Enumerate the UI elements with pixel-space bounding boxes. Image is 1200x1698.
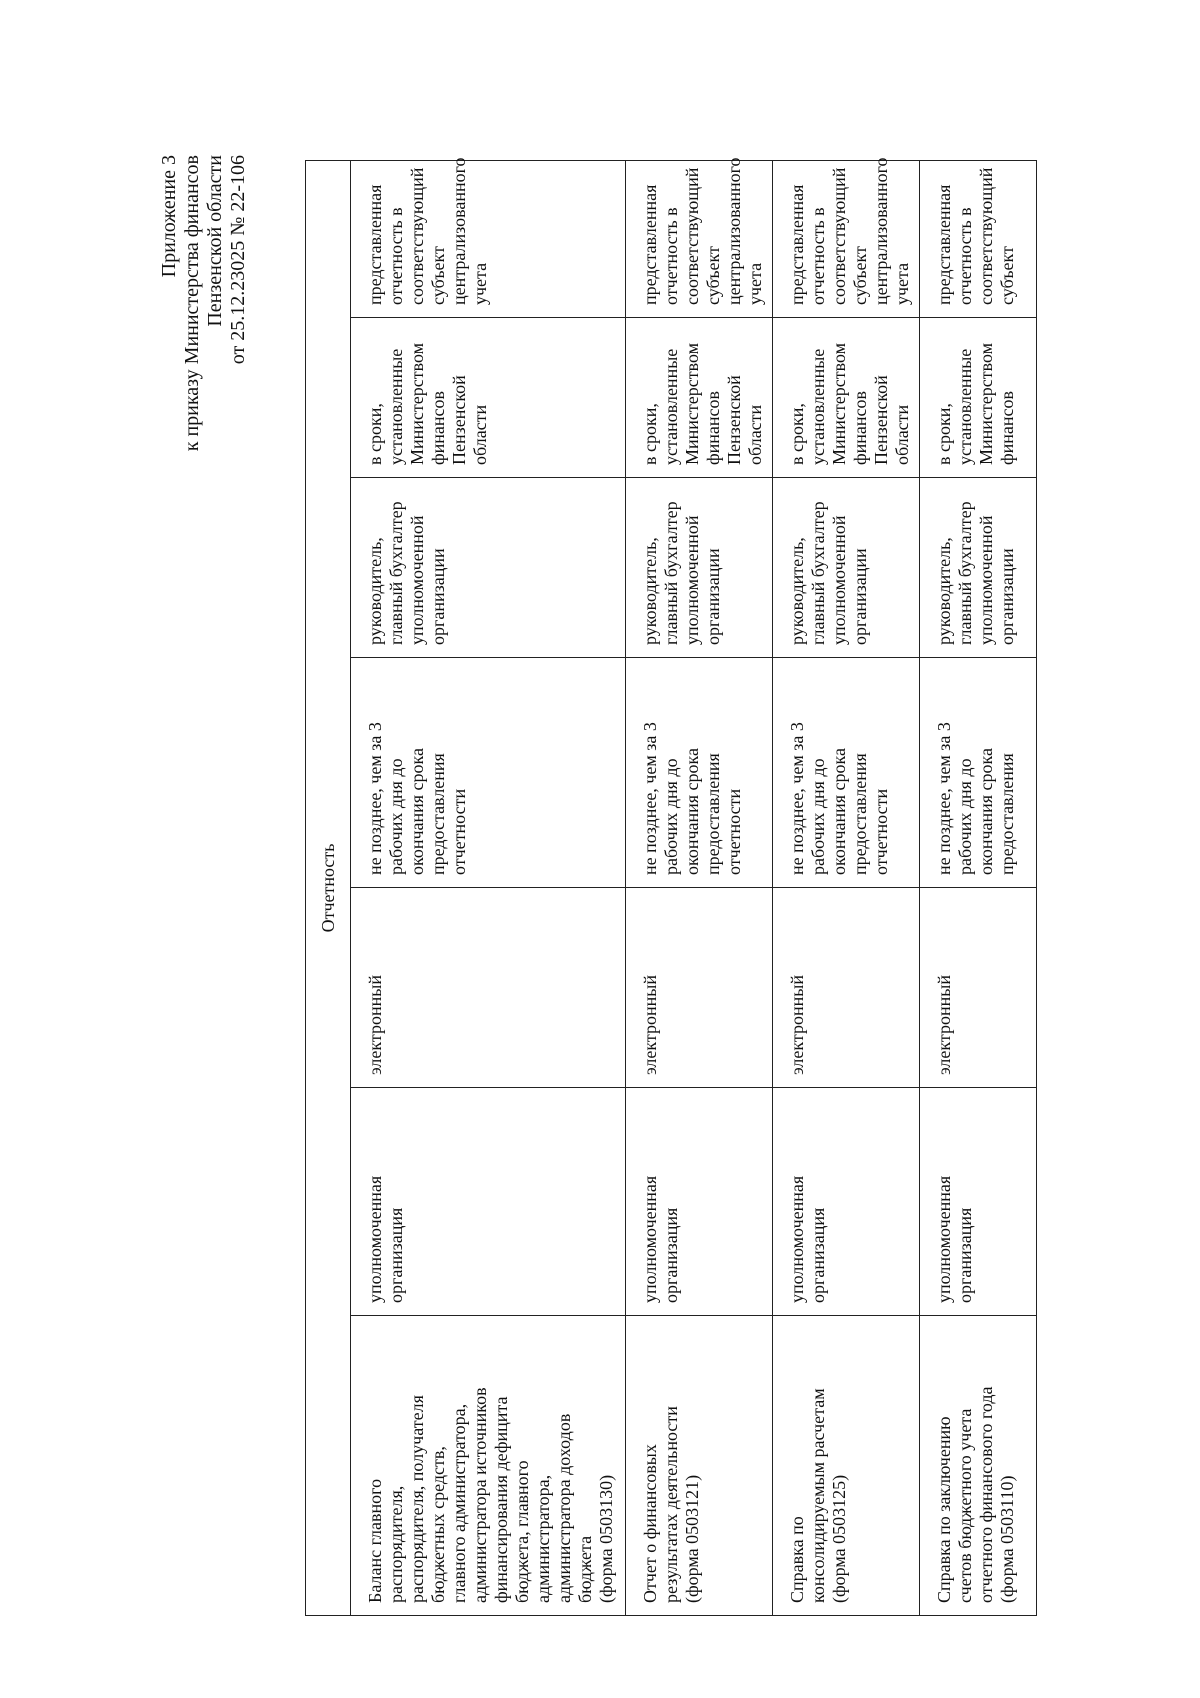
cell-line: области: [470, 404, 490, 465]
cell-line: рабочих дня до: [661, 758, 681, 875]
cell-line: представленная: [365, 184, 385, 305]
appendix-line: от 25.12.23025 № 22-106: [227, 155, 249, 365]
document-name-cell: [920, 1316, 1037, 1616]
cell-line: организация: [661, 1207, 681, 1303]
cell-line: Пензенской: [724, 375, 744, 465]
cell-line: не позднее, чем за 3: [787, 722, 807, 875]
cell-line: в сроки,: [640, 403, 660, 465]
signers-cell: [626, 478, 773, 658]
signers-cell: [920, 478, 1037, 658]
creator-cell: [351, 1088, 626, 1316]
cell-line: главный бухгалтер: [386, 501, 406, 645]
appendix-line: к приказу Министерства финансов: [181, 155, 203, 452]
cell-line: отчетность в: [808, 207, 828, 305]
cell-line: окончания срока: [682, 747, 702, 875]
cell-line: соответствующий: [976, 167, 996, 305]
cell-line: учета: [745, 262, 765, 305]
cell-line: отчетного финансового года: [976, 1386, 996, 1603]
cell-line: предоставления: [997, 753, 1017, 875]
cell-line: Министерством: [407, 342, 427, 465]
table-row: [920, 160, 1037, 1615]
creator-cell: [773, 1088, 920, 1316]
cell-line: рабочих дня до: [955, 758, 975, 875]
cell-line: окончания срока: [829, 747, 849, 875]
format-cell: [626, 888, 773, 1088]
cell-line: уполномоченной: [407, 515, 427, 645]
cell-line: организация: [386, 1207, 406, 1303]
cell-line: финансирования дефицита: [491, 1396, 511, 1603]
cell-line: установленные: [955, 348, 975, 465]
cell-line: Министерством: [829, 342, 849, 465]
cell-line: счетов бюджетного учета: [955, 1408, 975, 1603]
creator-cell: [920, 1088, 1037, 1316]
submission-deadline-cell: [351, 318, 626, 478]
cell-line: в сроки,: [934, 403, 954, 465]
cell-line: уполномоченная: [787, 1175, 807, 1303]
submission-deadline-cell: [920, 318, 1037, 478]
recipient-cell: [351, 157, 626, 317]
section-title: Отчетность: [306, 160, 351, 1615]
cell-line: установленные: [661, 348, 681, 465]
cell-line: не позднее, чем за 3: [365, 722, 385, 875]
cell-line: финансов: [997, 390, 1017, 465]
table-row: [626, 160, 773, 1615]
cell-line: (форма 0503125): [829, 1474, 849, 1603]
cell-line: организации: [997, 548, 1017, 645]
cell-line: представленная: [934, 184, 954, 305]
cell-line: учета: [470, 262, 490, 305]
cell-line: организации: [703, 548, 723, 645]
cell-line: распорядителя, получателя: [407, 1395, 427, 1603]
cell-line: представленная: [640, 184, 660, 305]
cell-line: главного администратора,: [449, 1403, 469, 1603]
cell-line: Министерством: [976, 342, 996, 465]
cell-line: области: [892, 404, 912, 465]
cell-line: организация: [808, 1207, 828, 1303]
cell-line: Справка по заключению: [934, 1416, 954, 1603]
cell-line: установленные: [386, 348, 406, 465]
recipient-cell: [773, 157, 920, 317]
cell-line: финансов: [703, 390, 723, 465]
cell-line: финансов: [850, 390, 870, 465]
cell-line: соответствующий: [829, 167, 849, 305]
deadline-cell: [626, 658, 773, 888]
cell-line: отчетность в: [386, 207, 406, 305]
cell-line: электронный: [365, 975, 385, 1075]
cell-line: главный бухгалтер: [661, 501, 681, 645]
cell-line: субъект: [428, 246, 448, 305]
cell-line: в сроки,: [365, 403, 385, 465]
cell-line: консолидируемым расчетам: [808, 1388, 828, 1603]
cell-line: бюджетных средств,: [428, 1446, 448, 1603]
appendix-line: Пензенской области: [204, 155, 226, 327]
cell-line: Отчет о финансовых: [640, 1444, 660, 1603]
cell-line: (форма 0503121): [682, 1474, 702, 1603]
recipient-cell: [626, 157, 773, 317]
cell-line: в сроки,: [787, 403, 807, 465]
document-name-cell: [351, 1316, 626, 1616]
cell-line: уполномоченная: [365, 1175, 385, 1303]
cell-line: области: [745, 404, 765, 465]
cell-line: главный бухгалтер: [955, 501, 975, 645]
cell-line: Справка по: [787, 1516, 807, 1603]
cell-line: установленные: [808, 348, 828, 465]
cell-line: отчетности: [449, 788, 469, 875]
cell-line: не позднее, чем за 3: [640, 722, 660, 875]
cell-line: предоставления: [850, 753, 870, 875]
cell-line: Министерством: [682, 342, 702, 465]
cell-line: руководитель,: [640, 537, 660, 645]
deadline-cell: [773, 658, 920, 888]
cell-line: представленная: [787, 184, 807, 305]
format-cell: [773, 888, 920, 1088]
cell-line: предоставления: [428, 753, 448, 875]
cell-line: рабочих дня до: [386, 758, 406, 875]
deadline-cell: [920, 658, 1037, 888]
cell-line: рабочих дня до: [808, 758, 828, 875]
cell-line: руководитель,: [934, 537, 954, 645]
cell-line: отчетность в: [955, 207, 975, 305]
signers-cell: [351, 478, 626, 658]
cell-line: главный бухгалтер: [808, 501, 828, 645]
cell-line: централизованного: [724, 157, 744, 305]
cell-line: уполномоченной: [976, 515, 996, 645]
cell-line: учета: [892, 262, 912, 305]
cell-line: Баланс главного: [365, 1478, 385, 1603]
cell-line: (форма 0503130): [596, 1474, 616, 1603]
table-row: [773, 160, 920, 1615]
cell-line: (форма 0503110): [997, 1475, 1017, 1603]
cell-line: предоставления: [703, 753, 723, 875]
document-name-cell: [626, 1316, 773, 1616]
cell-line: централизованного: [449, 157, 469, 305]
recipient-cell: [920, 160, 1037, 317]
cell-line: уполномоченной: [829, 515, 849, 645]
deadline-cell: [351, 658, 626, 888]
cell-line: электронный: [640, 975, 660, 1075]
cell-line: руководитель,: [787, 537, 807, 645]
cell-line: результатах деятельности: [661, 1406, 681, 1603]
cell-line: отчетность в: [661, 207, 681, 305]
cell-line: бюджета: [575, 1535, 595, 1603]
cell-line: не позднее, чем за 3: [934, 722, 954, 875]
cell-line: уполномоченная: [640, 1175, 660, 1303]
cell-line: финансов: [428, 390, 448, 465]
submission-deadline-cell: [773, 318, 920, 478]
appendix-line: Приложение 3: [158, 155, 180, 278]
format-cell: [920, 888, 1037, 1088]
submission-deadline-cell: [626, 318, 773, 478]
signers-cell: [773, 478, 920, 658]
cell-line: субъект: [703, 246, 723, 305]
appendix-header: [158, 155, 250, 451]
reporting-table: [305, 157, 1037, 1616]
cell-line: уполномоченной: [682, 515, 702, 645]
cell-line: администратора доходов: [554, 1413, 574, 1603]
cell-line: окончания срока: [407, 747, 427, 875]
cell-line: соответствующий: [407, 167, 427, 305]
cell-line: администратора источников: [470, 1387, 490, 1603]
cell-line: распорядителя,: [386, 1485, 406, 1603]
cell-line: централизованного: [871, 157, 891, 305]
format-cell: [351, 888, 626, 1088]
cell-line: бюджета, главного: [512, 1460, 532, 1603]
cell-line: администратора,: [533, 1474, 553, 1603]
cell-line: отчетности: [724, 788, 744, 875]
cell-line: субъект: [850, 246, 870, 305]
cell-line: субъект: [997, 246, 1017, 305]
cell-line: организация: [955, 1207, 975, 1303]
document-name-cell: [773, 1316, 920, 1616]
cell-line: уполномоченная: [934, 1175, 954, 1303]
creator-cell: [626, 1088, 773, 1316]
cell-line: соответствующий: [682, 167, 702, 305]
cell-line: отчетности: [871, 788, 891, 875]
cell-line: Пензенской: [449, 375, 469, 465]
cell-line: организации: [428, 548, 448, 645]
cell-line: Пензенской: [871, 375, 891, 465]
cell-line: электронный: [787, 975, 807, 1075]
cell-line: окончания срока: [976, 747, 996, 875]
section-row: [306, 160, 351, 1615]
cell-line: руководитель,: [365, 537, 385, 645]
cell-line: организации: [850, 548, 870, 645]
table-row: [351, 160, 626, 1615]
cell-line: электронный: [934, 975, 954, 1075]
